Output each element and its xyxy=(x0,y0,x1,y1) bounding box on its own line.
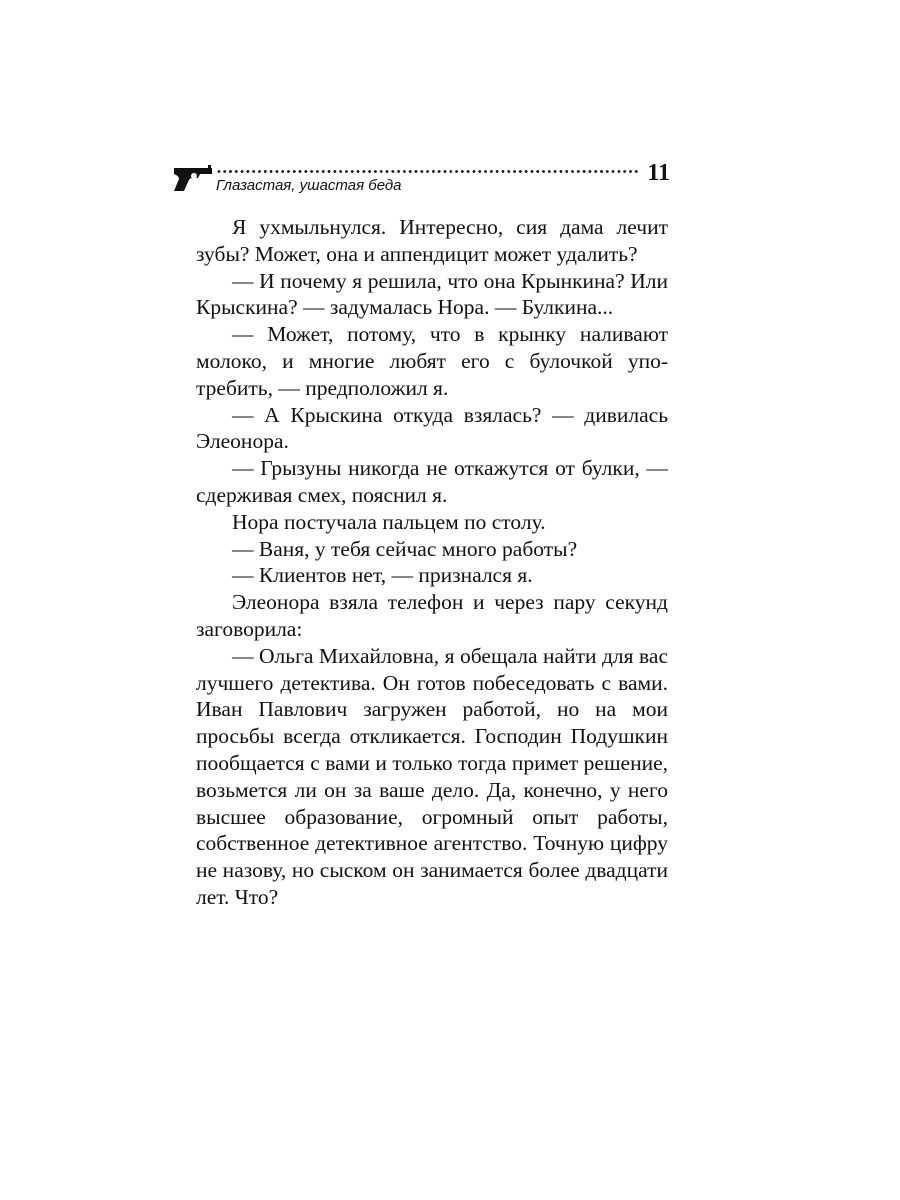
paragraph: — Ольга Михайловна, я обещала найти для вас лучшего детектива. Он готов побеседовать с вами. Иван Павлович загружен работой, но на мои просьбы всегда откликается. Господин Подушкин пообщается с вами и только тогда примет решение, возьмется ли он за ваше дело. Да, конечно, у него высшее образование, огромный опыт работы, собственное детективное агентство. Точную цифру не назову, но сыском он занимается более двадцати лет. Что? xyxy=(196,643,668,909)
running-title: Глазастая, ушастая беда xyxy=(216,177,402,194)
paragraph: — Клиентов нет, — признался я. xyxy=(232,563,533,588)
page-number: 11 xyxy=(647,160,670,186)
paragraph: — Ваня, у тебя сейчас много работы? xyxy=(232,536,578,561)
dotted-rule xyxy=(216,170,638,173)
paragraph: Элеонора взяла телефон и через пару секунд заговорила: xyxy=(196,590,668,641)
paragraph: Нора постучала пальцем по столу. xyxy=(232,509,546,534)
revolver-icon xyxy=(170,164,214,192)
paragraph: — Грызуны никогда не откажутся от булки, — сдерживая смех, пояснил я. xyxy=(196,456,668,507)
text-body xyxy=(196,214,668,911)
paragraph: — И почему я решила, что она Крынкина? Или Крыскина? — задумалась Нора. — Булкина... xyxy=(196,268,668,320)
paragraph: Я ухмыльнулся. Интересно, сия дама лечит зубы? Может, она и аппендицит может удалить? xyxy=(196,215,668,266)
paragraph: — Может, потому, что в крынку наливают молоко, и многие любят его с булочкой употребить, — предположил я. xyxy=(196,322,668,400)
paragraph: — А Крыскина откуда взялась? — дивилась Элеонора. xyxy=(196,402,668,454)
page-header xyxy=(170,158,670,198)
